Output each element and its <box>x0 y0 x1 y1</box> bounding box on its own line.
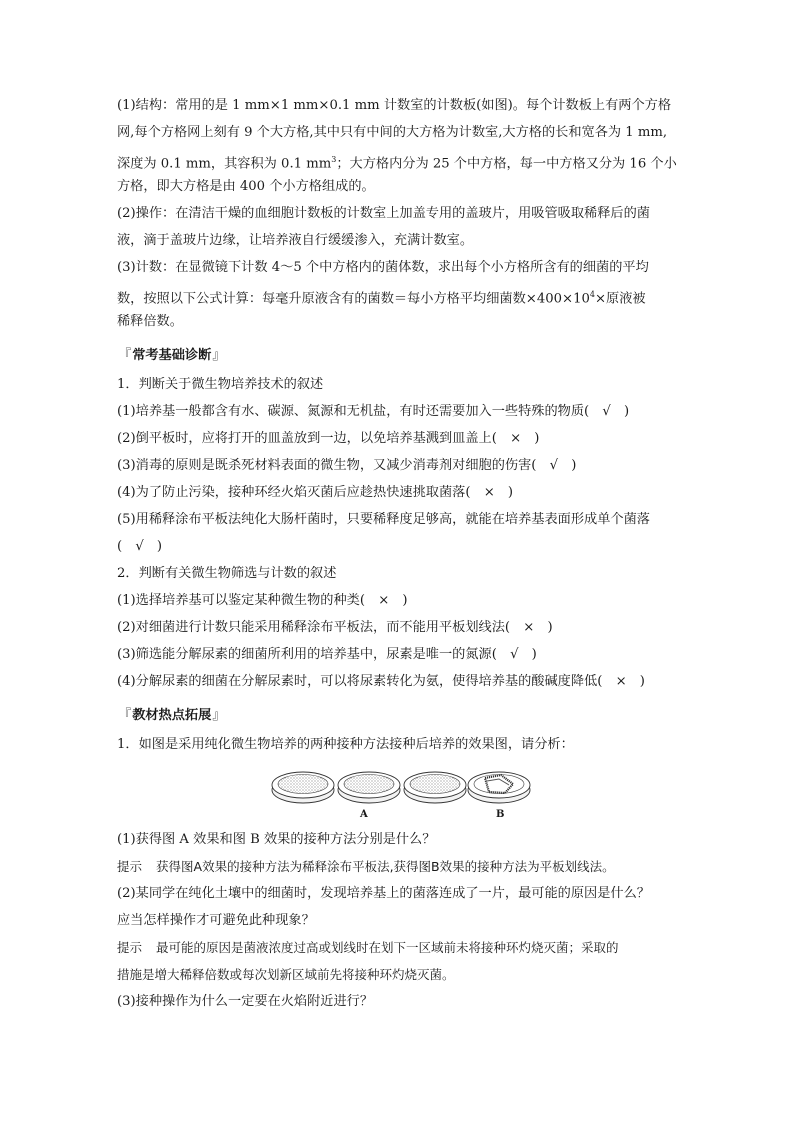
petri-dish-a2 <box>338 772 400 803</box>
text-run: (4)为了防止污染，接种环经火焰灭菌后应趁热快速挑取菌落( × ) <box>117 485 514 500</box>
text-run: (3)接种操作为什么一定要在火焰附近进行？ <box>117 994 374 1009</box>
text-run: (1)选择培养基可以鉴定某种微生物的种类( × ) <box>117 593 408 608</box>
structure-paragraph-line <box>117 92 682 119</box>
hint-label: 提示 <box>117 859 143 874</box>
structure-paragraph-line <box>117 146 682 173</box>
section-heading-basics <box>117 343 682 369</box>
judgment-item <box>117 452 682 479</box>
superscript: 4 <box>589 290 595 299</box>
superscript: 3 <box>331 155 337 164</box>
sub-question <box>117 880 682 907</box>
section-heading-extension <box>117 703 682 729</box>
text-run: (3)计数：在显微镜下计数 4～5 个中方格内的菌体数，求出每个小方格所含有的细菌的平均 <box>117 260 649 275</box>
text-run: 1．如图是采用纯化微生物培养的两种接种方法接种后培养的效果图，请分析： <box>117 737 574 752</box>
hint-answer-continued <box>117 961 682 988</box>
text-run: ( √ ) <box>117 539 163 554</box>
text-run: ；大方格内分为 25 个中方格，每一中方格又分为 16 个小 <box>336 156 677 172</box>
hint-text: 措施是增大稀释倍数或每次划新区域前先将接种环灼烧灭菌。 <box>117 967 455 982</box>
bracket-close: 』 <box>212 708 226 723</box>
counting-paragraph-line <box>117 254 682 281</box>
text-run: (1)结构：常用的是 1 mm×1 mm×0.1 mm 计数室的计数板(如图)。每个计数板上有两个方格 <box>117 98 672 113</box>
text-run: (2)操作：在清洁干燥的血细胞计数板的计数室上加盖专用的盖玻片，用吸管吸取稀释后的菌 <box>117 206 650 221</box>
figure-label-a: A <box>360 809 368 820</box>
text-run: 应当怎样操作才可避免此种现象？ <box>117 913 315 928</box>
petri-dish-a3 <box>404 772 466 803</box>
text-run: (1)培养基一般都含有水、碳源、氮源和无机盐，有时还需要加入一些特殊的物质( √ ) <box>117 404 630 419</box>
text-run: (2)倒平板时，应将打开的皿盖放到一边，以免培养基溅到皿盖上( × ) <box>117 431 540 446</box>
text-run: 稀释倍数。 <box>117 314 183 329</box>
hint-text: 获得图A效果的接种方法为稀释涂布平板法,获得图B效果的接种方法为平板划线法。 <box>156 859 615 874</box>
text-run: (2)对细菌进行计数只能采用稀释涂布平板法，而不能用平板划线法( × ) <box>117 620 553 635</box>
text-run: (3)筛选能分解尿素的细菌所利用的培养基中，尿素是唯一的氮源( √ ) <box>117 647 537 662</box>
text-run: (3)消毒的原则是既杀死材料表面的微生物，又减少消毒剂对细胞的伤害( √ ) <box>117 458 577 473</box>
counting-paragraph-line <box>117 308 682 335</box>
sub-question <box>117 907 682 934</box>
text-run: (2)某同学在纯化土壤中的细菌时，发现培养基上的菌落连成了一片，最可能的原因是什么？ <box>117 886 650 901</box>
text-run: (4)分解尿素的细菌在分解尿素时，可以将尿素转化为氨，使得培养基的酸碱度降低( × ) <box>117 674 645 689</box>
hint-answer <box>117 853 682 880</box>
sub-question <box>117 988 682 1015</box>
hint-text: 最可能的原因是菌液浓度过高或划线时在划下一区域前未将接种环灼烧灭菌；采取的 <box>156 940 619 955</box>
operation-paragraph-line <box>117 200 682 227</box>
bracket-open: 『 <box>118 348 132 363</box>
petri-dishes-illustration <box>269 762 531 810</box>
petri-dish-a1 <box>272 772 334 803</box>
operation-paragraph-line <box>117 227 682 254</box>
text-run: (5)用稀释涂布平板法纯化大肠杆菌时，只要稀释度足够高，就能在培养基表面形成单个菌落 <box>117 512 650 527</box>
question-title <box>117 731 682 758</box>
hint-answer <box>117 934 682 961</box>
judgment-item <box>117 641 682 668</box>
section-title: 教材热点拓展 <box>132 708 212 723</box>
judgment-item <box>117 587 682 614</box>
text-run: 数，按照以下公式计算：每毫升原液含有的菌数＝每小方格平均细菌数×400×10 <box>117 291 590 307</box>
structure-paragraph-line <box>117 119 682 146</box>
judgment-item <box>117 506 682 533</box>
bracket-close: 』 <box>212 348 226 363</box>
judgment-item <box>117 614 682 641</box>
judgment-item <box>117 668 682 695</box>
section-title: 常考基础诊断 <box>132 348 212 363</box>
judgment-item <box>117 425 682 452</box>
text-run: (1)获得图 A 效果和图 B 效果的接种方法分别是什么？ <box>117 832 436 847</box>
question-title <box>117 560 682 587</box>
text-run: 1．判断关于微生物培养技术的叙述 <box>117 377 324 392</box>
page-content <box>117 92 682 1015</box>
text-run: 深度为 0.1 mm，其容积为 0.1 mm <box>117 156 332 172</box>
text-run: 网,每个方格网上刻有 9 个大方格,其中只有中间的大方格为计数室,大方格的长和宽各为 1 mm, <box>117 125 668 140</box>
petri-dish-b <box>468 772 530 803</box>
petri-dish-figure <box>117 762 682 824</box>
judgment-item <box>117 398 682 425</box>
text-run: 液，滴于盖玻片边缘，让培养液自行缓缓渗入，充满计数室。 <box>117 233 474 248</box>
question-title <box>117 371 682 398</box>
counting-paragraph-line <box>117 281 682 308</box>
structure-paragraph-line <box>117 173 682 200</box>
figure-label-b: B <box>496 809 505 820</box>
text-run: 2．判断有关微生物筛选与计数的叙述 <box>117 566 337 581</box>
sub-question <box>117 826 682 853</box>
bracket-open: 『 <box>118 708 132 723</box>
text-run: 方格，即大方格是由 400 个小方格组成的。 <box>117 179 375 194</box>
judgment-item <box>117 479 682 506</box>
hint-label: 提示 <box>117 940 143 955</box>
text-run: ×原液被 <box>594 291 646 307</box>
judgment-item-answer <box>117 533 682 560</box>
